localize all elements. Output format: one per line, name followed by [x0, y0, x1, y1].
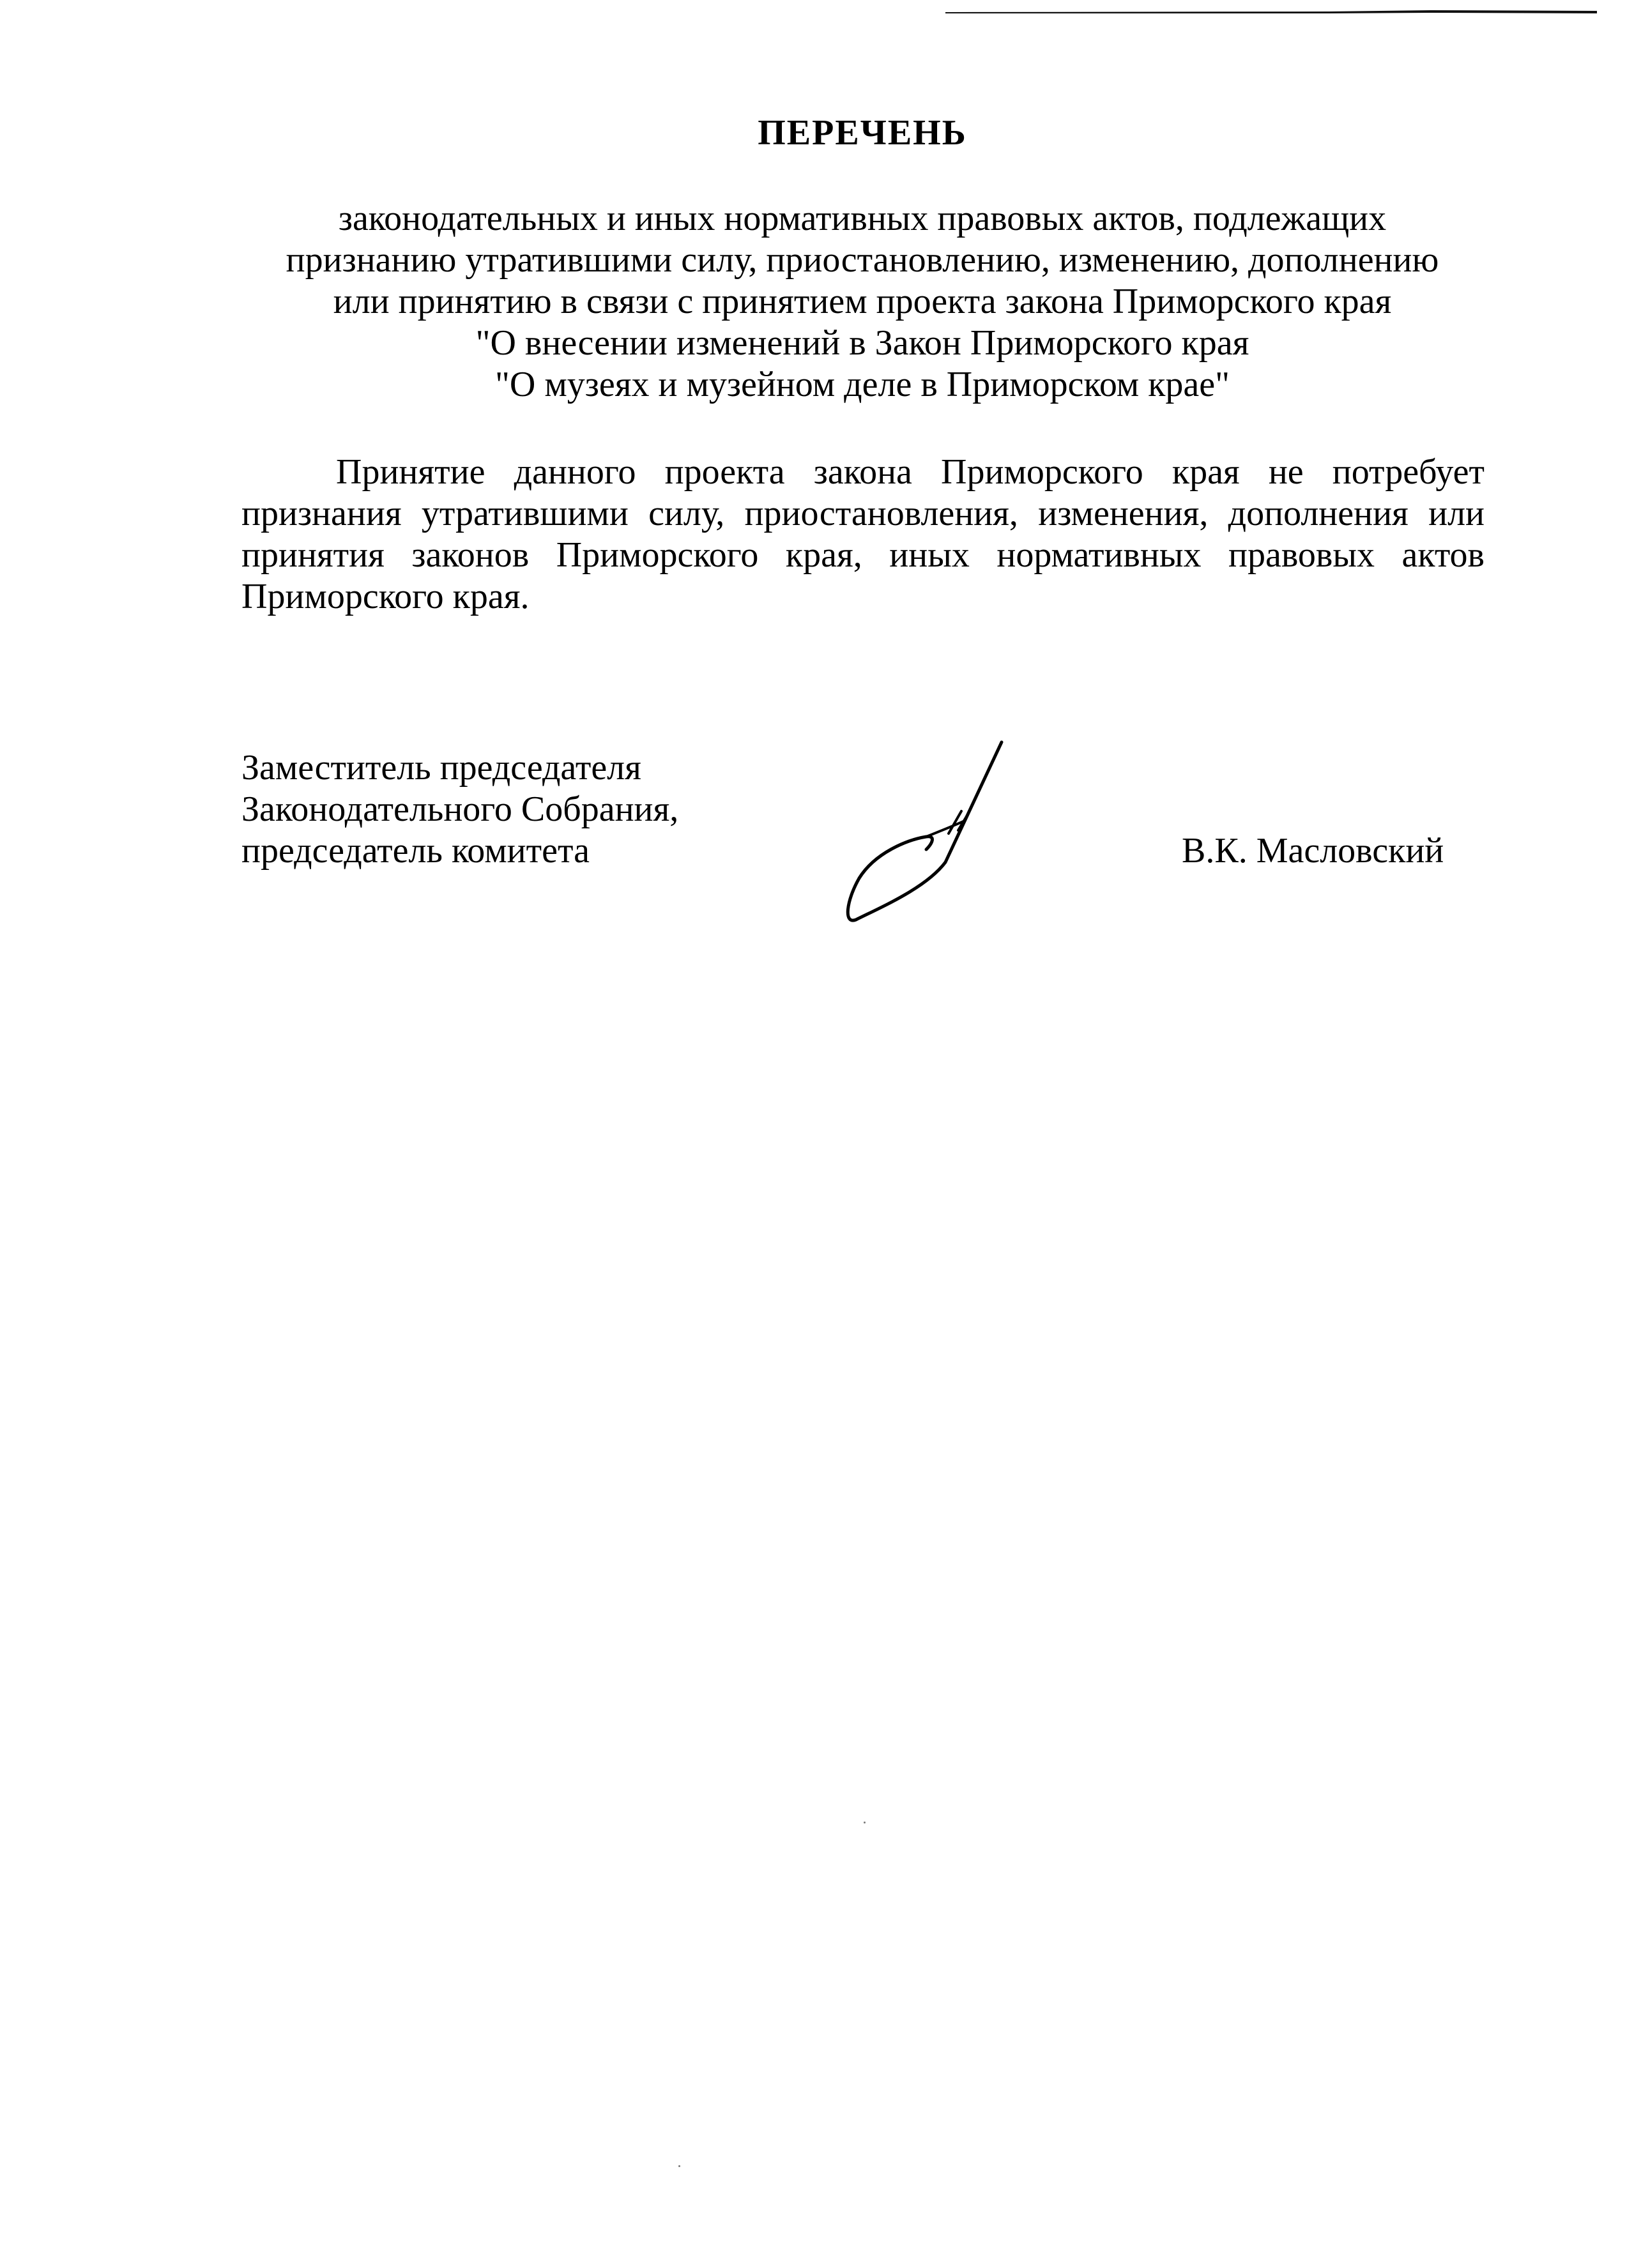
handwritten-signature: [830, 734, 1016, 926]
signatory-position-line: Законодательного Собрания,: [241, 789, 679, 829]
signatory-position-line: председатель комитета: [241, 831, 590, 871]
subtitle-line: или принятию в связи с принятием проекта закона Приморского края: [333, 282, 1392, 321]
subtitle-line: законодательных и иных нормативных правовых актов, подлежащих: [338, 199, 1387, 238]
signatory-position: [241, 747, 678, 872]
scan-speck: [678, 2165, 680, 2167]
top-scan-rule: [945, 8, 1597, 15]
body-paragraph: Принятие данного проекта закона Приморского края не потребует признания утратившими силу, приостановления, изменения, дополнения или принятия законов Приморского края, иных нормативных правовых актов Приморского края.: [241, 452, 1485, 616]
signatory-name: В.К. Масловский: [1182, 831, 1444, 871]
subtitle-line: "О музеях и музейном деле в Приморском крае": [495, 365, 1230, 404]
scan-speck: [864, 1822, 866, 1823]
signatory-position-line: Заместитель председателя: [241, 748, 641, 788]
document-title: ПЕРЕЧЕНЬ: [758, 113, 967, 153]
subtitle-line: признанию утратившими силу, приостановлению, изменению, дополнению: [286, 240, 1439, 280]
subtitle-line: "О внесении изменений в Закон Приморского края: [475, 323, 1249, 363]
document-subtitle: [0, 198, 1634, 406]
